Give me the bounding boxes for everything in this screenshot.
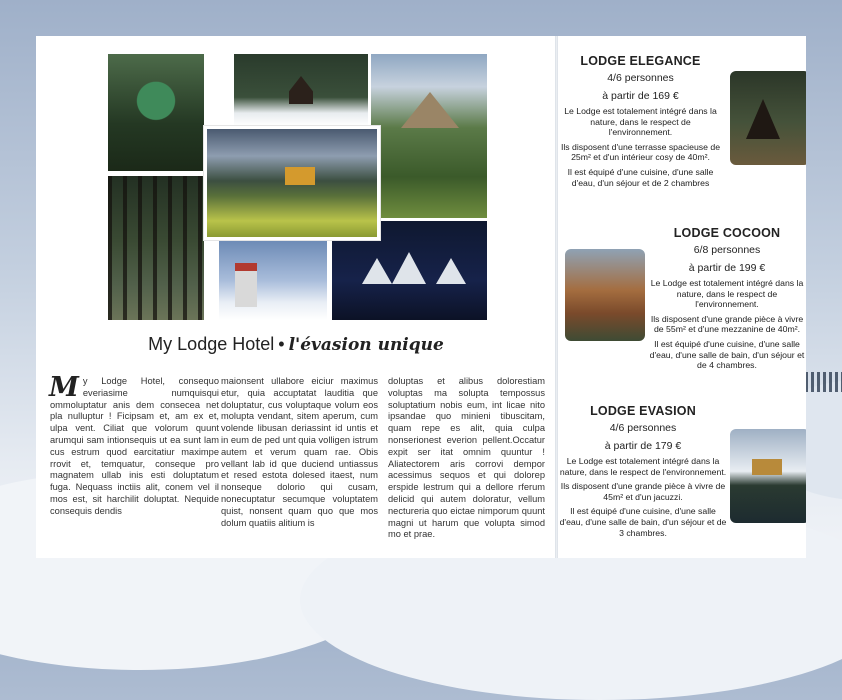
drop-cap: M bbox=[49, 372, 79, 403]
lodge-cocoon-photo bbox=[565, 249, 645, 341]
lodge-desc-line: Le Lodge est totalement intégré dans la nature, dans le respect de l'environnement. bbox=[559, 456, 727, 477]
lodge-evasion-photo bbox=[730, 429, 806, 523]
lodge-desc-line: Il est équipé d'une cuisine, d'une salle d'eau, d'une salle de bain, d'un séjour et de 3 chambres. bbox=[559, 506, 727, 538]
lodge-info bbox=[558, 404, 728, 542]
lodge-desc-line: Ils disposent d'une grande pièce à vivre de 45m² et d'un jacuzzi. bbox=[560, 481, 726, 502]
photo-forest-cabin bbox=[108, 176, 204, 320]
lodge-capacity: 4/6 personnes bbox=[609, 422, 677, 434]
brochure-left-page bbox=[36, 36, 556, 558]
thatched-roof-shape bbox=[401, 92, 459, 128]
title-main: My Lodge Hotel bbox=[148, 334, 275, 354]
lodge-name: LODGE COCOON bbox=[673, 226, 781, 240]
lodge-price: à partir de 179 € bbox=[604, 440, 682, 452]
tree-trunks bbox=[108, 176, 204, 320]
lodge-desc-line: Il est équipé d'une cuisine, d'une salle d'eau, d'un séjour et de 2 chambres bbox=[567, 166, 714, 188]
lodge-price: à partir de 199 € bbox=[688, 262, 766, 274]
lodge-capacity: 6/8 personnes bbox=[693, 244, 761, 256]
lodge-info bbox=[648, 226, 806, 375]
photo-snowy-forest-cabin bbox=[234, 54, 368, 126]
tipi-shape bbox=[392, 252, 426, 284]
lodge-desc-line: Le Lodge est totalement intégré dans la nature, dans le respect de l'environnement. bbox=[564, 106, 717, 138]
lodge-name: LODGE ELEGANCE bbox=[580, 54, 701, 68]
photo-thatched-jungle-lodge bbox=[371, 54, 487, 218]
column-text: y Lodge Hotel, consequo everiasime numquisqui ommoluptatur anis dem consecea net pla nulluptur ! Ficipsam et, am ex et, ulpa vent. Ciliat que volorum quunt arumqui sam intionsequis ut ea sunt lam cus estrum quod earcitatiur maximpe rrovit et, temquatur, conseque pro magnatem ullab inis esti doluptatum fuga. Nequass inctiis alit, conem vel il mos est, sit harchilit doluptat. Nequide consequis dendis bbox=[50, 376, 219, 516]
treeline-background bbox=[805, 372, 842, 392]
photo-snow-lighthouse bbox=[219, 241, 327, 320]
lodge-desc-line: Le Lodge est totalement intégré dans la nature, dans le respect de l'environnement. bbox=[650, 278, 804, 310]
lodge-desc-line: Ils disposent d'une terrasse spacieuse de 25m² et d'un intérieur cosy de 40m². bbox=[560, 141, 721, 163]
lodge-desc-line: Ils disposent d'une grande pièce à vivre de 55m² et d'une mezzanine de 40m². bbox=[650, 313, 804, 335]
lodge-shape bbox=[752, 459, 782, 475]
article-column-2 bbox=[221, 376, 378, 529]
page-title bbox=[36, 334, 556, 355]
lodge-description bbox=[558, 106, 723, 188]
lodge-desc-line: Il est équipé d'une cuisine, d'une salle d'eau, d'une salle de bain, d'un séjour et de 4 chambres. bbox=[649, 338, 805, 371]
photo-geodesic-dome-lodge bbox=[108, 54, 204, 171]
column-text: doluptas et alibus dolorestiam voluptas ma solupta tempossus soluptatium nobis eum, int licae nito ipsandae quo minieni tibuscitam, quam repe es alit, quia culpa nonserionest everion pellent.Occatur expit ser itat omnim quuntur ! Aliatectorem aris corrovi dempor acessimus sequos et qui dolorep erspide lestrum qui a dellore rferum delicid qui autem doloratur, vellum nectureria quo eictae nimporum quunt magni ut harum que volupta simod mo et prae. bbox=[388, 376, 545, 540]
tipi-shape bbox=[436, 258, 466, 284]
brochure-right-page bbox=[558, 36, 806, 558]
title-bullet: • bbox=[278, 334, 285, 354]
column-text: maionsent ullabore eiciur maximus etur, quia accuptatat lauditia que doluptatur, cus voluptaque volum eos molupta vendant, sitem aperum, cum volende libusan deriassint id untis et in eum de ped unt quia volligen istrum autem et verum quam rae. Obis vellant lab id que duciend untiassus et resed estota dolesed itaest, num nonseque dolorio qui cusam, nonecuptatur secumque voluptatem quist, nonsent quam quo que mos dolum quatiis alitium is bbox=[221, 376, 378, 528]
lodge-description bbox=[648, 278, 806, 371]
lighthouse-shape bbox=[235, 263, 257, 307]
house-shape bbox=[285, 167, 315, 185]
cabin-shape bbox=[746, 99, 780, 139]
lodge-info bbox=[558, 54, 723, 192]
lodge-name: LODGE EVASION bbox=[590, 404, 696, 418]
article-column-1 bbox=[49, 372, 219, 518]
lodge-price: à partir de 169 € bbox=[602, 90, 679, 102]
tipi-shape bbox=[362, 258, 392, 284]
cabin-shape bbox=[289, 76, 313, 104]
lodge-capacity: 4/6 personnes bbox=[607, 72, 674, 84]
lodge-elegance-photo bbox=[730, 71, 806, 165]
photo-meadow-yellow-house bbox=[204, 126, 380, 240]
lodge-description bbox=[558, 456, 728, 538]
article-column-3 bbox=[388, 376, 545, 541]
title-subtitle: l'évasion unique bbox=[288, 335, 444, 355]
